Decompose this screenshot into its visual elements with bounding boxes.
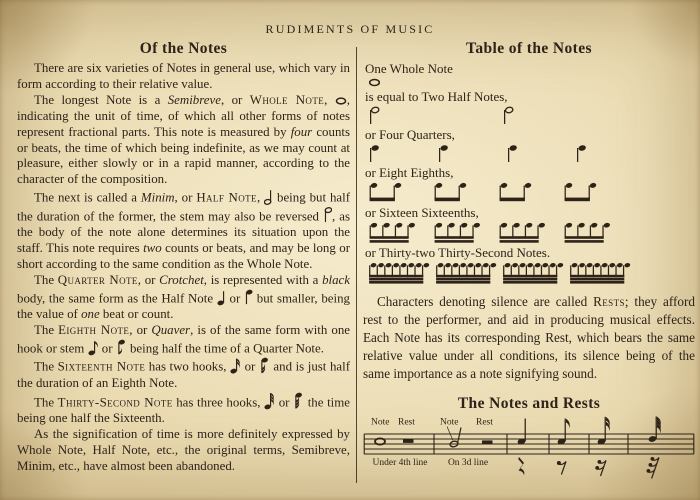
text-run: has three hooks, xyxy=(172,395,265,410)
table-row-notes xyxy=(368,106,695,125)
thirtysecond-note-down-icon xyxy=(293,392,304,410)
quarter-note-icon xyxy=(506,144,518,163)
text-run: body, the same form as the Half Note xyxy=(17,291,217,306)
staff-whole-rest-icon xyxy=(403,439,414,443)
text-run: Thirty-Second Note xyxy=(57,395,173,410)
staff-measure-eighth xyxy=(557,419,570,475)
text-run: Quaver xyxy=(151,323,191,337)
eighth-note-pair-icon xyxy=(498,182,532,203)
eighth-note-pair-icon xyxy=(433,182,467,203)
text-run: counts or beats, and may be long or short according to the same condition as the Whole Note. xyxy=(17,240,350,271)
paragraph xyxy=(17,357,350,391)
text-run: being half the time of a Quarter Note. xyxy=(126,341,324,356)
paragraph xyxy=(17,392,350,427)
staff-sixteenth-note-icon xyxy=(597,417,610,445)
half-note-icon xyxy=(502,106,514,125)
half-note-icon xyxy=(368,106,380,125)
sixteenth-note-group-icon xyxy=(498,222,548,243)
table-row-label: or Four Quarters, xyxy=(365,127,455,142)
staff-measure-sixteenth xyxy=(595,417,609,476)
sixteenth-note-down-icon xyxy=(259,357,270,374)
text-run: beat or count. xyxy=(99,307,174,322)
table-row-notes xyxy=(368,78,695,87)
staff-sixteenth-rest-icon xyxy=(595,460,606,476)
text-run: or xyxy=(241,359,259,374)
text-run: As the signification of time is more definitely expressed by Whole Note, Half Note, etc., the original terms, Semibreve, Minim, etc., have almost been abandoned. xyxy=(17,426,350,473)
note-pointer-line xyxy=(447,427,453,441)
text-run: and is just half the duration of an Eighth Note. xyxy=(17,359,350,390)
eighth-note-up-icon xyxy=(88,339,99,356)
eighth-note-pair-icon xyxy=(563,182,597,203)
sixteenth-note-group-icon xyxy=(563,222,613,243)
thirtysecond-note-group-icon xyxy=(368,262,430,284)
left-paragraphs xyxy=(17,61,350,475)
note-equivalence-table xyxy=(363,61,695,284)
left-column xyxy=(17,40,350,475)
rests-paragraph xyxy=(363,293,695,383)
table-row-notes xyxy=(368,182,695,203)
table-row-notes xyxy=(368,262,695,284)
text-run: or xyxy=(98,341,116,356)
paragraph xyxy=(17,188,350,273)
paragraph xyxy=(17,273,350,323)
half-note-down-icon xyxy=(323,207,332,224)
text-run: , or xyxy=(137,272,160,287)
quarter-note-icon xyxy=(575,144,587,163)
under-4th-line-label: Under 4th line xyxy=(372,458,428,468)
sixteenth-note-group-icon xyxy=(433,222,483,243)
table-row-label: is equal to Two Half Notes, xyxy=(365,89,508,104)
text-run: , or xyxy=(129,323,152,337)
eighth-note-down-icon xyxy=(116,339,127,356)
quarter-note-down-icon xyxy=(244,289,253,306)
text-run: The xyxy=(34,359,58,374)
paragraph xyxy=(17,93,350,188)
staff-eighth-rest-icon xyxy=(557,461,566,475)
left-column-title: Of the Notes xyxy=(139,40,228,57)
text-run: Rests xyxy=(593,294,625,309)
text-run: , as the body of the note alone determines its situation upon the staff. This note requires xyxy=(17,209,351,255)
sixteenth-note-up-icon xyxy=(230,357,241,374)
staff-thirtysecond-rest-icon xyxy=(647,457,660,479)
table-row-label: or Eight Eighths, xyxy=(365,165,454,180)
text-run: Quarter Note xyxy=(57,272,138,287)
table-row-label: or Thirty-two Thirty-Second Notes. xyxy=(365,245,551,260)
text-run: , or xyxy=(174,190,197,205)
thirtysecond-note-up-icon xyxy=(264,392,275,410)
whole-note-icon xyxy=(368,78,381,87)
eighth-note-pair-icon xyxy=(368,182,402,203)
text-run: There are six varieties of Notes in general use, which vary in form according to their relative value. xyxy=(17,61,350,91)
staff-measure-quarter xyxy=(517,419,526,476)
text-run: or xyxy=(225,291,245,306)
text-run: but smaller, being the value of xyxy=(17,291,350,322)
text-run: counts or beats, the time of which being indefinite, as we may count at pleasure, either slowly or in a rapid manner, according to the character of the composition. xyxy=(17,124,350,187)
text-run: , is of the same form with one hook or stem xyxy=(17,323,351,356)
notes-and-rests-staff xyxy=(363,416,695,480)
text-run: The longest Note is a xyxy=(34,92,168,107)
text-run: The xyxy=(34,272,58,287)
table-of-notes-title: Table of the Notes xyxy=(466,40,592,57)
whole-note-icon xyxy=(335,97,347,105)
text-run: two xyxy=(143,240,162,255)
table-row-label: One Whole Note xyxy=(365,61,453,76)
staff-eighth-note-icon xyxy=(557,419,570,446)
staff-top-labels xyxy=(371,418,493,428)
paragraph xyxy=(17,61,350,93)
text-run: one xyxy=(81,307,100,322)
staff-bottom-labels xyxy=(373,458,489,468)
text-run: Semibreve xyxy=(167,92,221,107)
on-3d-line-label: On 3d line xyxy=(447,458,489,468)
table-row-notes xyxy=(368,144,695,163)
right-column xyxy=(363,40,695,480)
text-run: Minim xyxy=(140,190,175,205)
staff-half-note-icon xyxy=(449,428,461,448)
rest-label: Rest xyxy=(398,417,415,428)
text-run: The next is called a xyxy=(34,190,141,205)
paragraph xyxy=(17,427,350,475)
half-note-up-icon xyxy=(264,188,273,205)
text-run: ; they afford rest to the performer, and aid in producing musical effects. Each Note has its corresponding Rest, which bears the same relative value under all conditions, its silence being of the same importance as a note signifying sound. xyxy=(363,294,695,381)
paragraph xyxy=(17,323,350,357)
text-run: Sixteenth Note xyxy=(57,359,146,374)
text-run: or xyxy=(275,395,294,410)
table-row-notes xyxy=(368,222,695,243)
quarter-note-icon xyxy=(368,144,380,163)
text-run: Crotchet xyxy=(159,272,204,287)
thirtysecond-note-group-icon xyxy=(435,262,497,284)
text-run: , is represented with a xyxy=(203,272,323,287)
text-run: The xyxy=(34,323,59,337)
text-run: the time being one half the Sixteenth. xyxy=(17,395,351,426)
rest-label: Rest xyxy=(476,417,493,428)
note-label: Note xyxy=(371,417,390,428)
staff-measure-thirtysecond xyxy=(647,416,661,478)
text-run: The xyxy=(34,395,58,410)
text-run: black xyxy=(322,272,350,287)
quarter-note-up-icon xyxy=(217,289,226,306)
text-run: Characters denoting silence are called xyxy=(377,294,594,309)
staff-title: The Notes and Rests xyxy=(457,395,601,412)
note-label: Note xyxy=(440,417,459,428)
text-run: , indicating the unit of time, of which all other forms of notes represent fractional parts. This note is measured by xyxy=(17,92,351,139)
text-run: has two hooks, xyxy=(145,359,231,374)
text-run: four xyxy=(290,124,313,139)
text-run: , xyxy=(256,190,265,205)
text-run: , or xyxy=(220,92,250,107)
text-run: Eighth Note xyxy=(58,323,130,337)
text-run: Half Note xyxy=(196,190,257,205)
thirtysecond-note-group-icon xyxy=(569,262,631,284)
column-divider xyxy=(356,47,357,483)
text-run: , xyxy=(324,92,335,107)
staff-lines xyxy=(364,434,694,454)
page-header: RUDIMENTS OF MUSIC xyxy=(265,22,435,36)
staff-quarter-rest-icon xyxy=(518,457,524,475)
text-run: Whole Note xyxy=(249,92,325,107)
staff-half-rest-icon xyxy=(482,440,493,444)
quarter-note-icon xyxy=(437,144,449,163)
sixteenth-note-group-icon xyxy=(368,222,418,243)
table-row-label: or Sixteen Sixteenths, xyxy=(365,205,479,220)
text-run: being but half the duration of the former, the stem may also be reversed xyxy=(17,190,350,224)
thirtysecond-note-group-icon xyxy=(502,262,564,284)
staff-quarter-note-icon xyxy=(517,419,526,446)
